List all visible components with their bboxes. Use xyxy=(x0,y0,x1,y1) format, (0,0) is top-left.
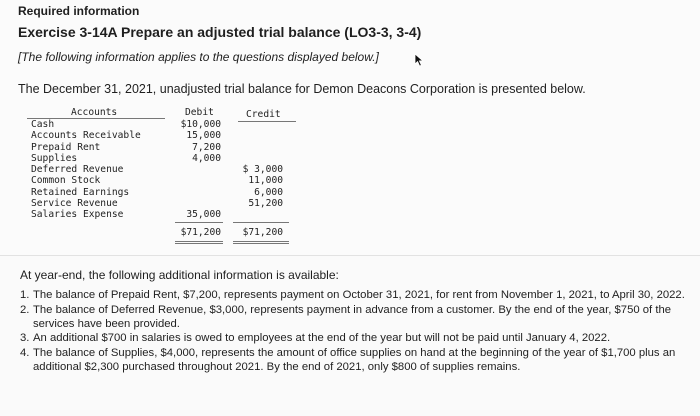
credit-total-double-rule xyxy=(233,241,289,242)
debit-total-double-rule xyxy=(175,243,223,244)
list-number: 4. xyxy=(20,347,30,360)
mouse-pointer-icon xyxy=(414,53,426,67)
additional-info-heading: At year-end, the following additional information is available: xyxy=(20,268,339,282)
debit-value: $10,000 xyxy=(180,119,221,130)
instruction-note: [The following information applies to the questions displayed below.] xyxy=(18,50,379,64)
account-name: Common Stock xyxy=(31,175,101,187)
debit-value xyxy=(173,175,221,186)
credit-value: 51,200 xyxy=(248,198,283,210)
intro-text: The December 31, 2021, unadjusted trial balance for Demon Deacons Corporation is presented below. xyxy=(18,82,586,96)
list-item-text: The balance of Deferred Revenue, $3,000, represents payment in advance from a customer. By the end of the year, $750 of the services have been provided. xyxy=(33,303,672,330)
additional-info-list xyxy=(20,289,690,376)
list-number: 3. xyxy=(20,332,30,345)
account-name: Supplies xyxy=(31,152,78,164)
list-item-text: An additional $700 in salaries is owed to employees at the end of the year but will not be paid until January 4, 2022. xyxy=(33,332,611,345)
credit-header: Credit xyxy=(246,109,281,120)
credit-value xyxy=(231,130,283,141)
account-name: Service Revenue xyxy=(31,198,118,210)
debit-total-double-rule xyxy=(175,241,223,242)
accounts-header: Accounts xyxy=(71,107,118,118)
credit-value xyxy=(231,119,283,130)
total-debit: $71,200 xyxy=(180,227,221,238)
total-credit: $71,200 xyxy=(242,227,283,238)
debit-value: 7,200 xyxy=(192,141,221,153)
accounts-column xyxy=(31,119,141,221)
credit-value: 11,000 xyxy=(248,175,283,187)
credit-value xyxy=(231,153,283,164)
credit-total-double-rule xyxy=(233,243,289,244)
debit-value: 4,000 xyxy=(192,152,221,164)
credit-value: $ 3,000 xyxy=(242,164,283,176)
required-information-label: Required information xyxy=(18,4,140,18)
debit-subtotal-rule xyxy=(175,222,223,223)
debit-value xyxy=(173,164,221,175)
credit-column xyxy=(231,119,283,221)
credit-value xyxy=(231,142,283,153)
debit-column xyxy=(173,119,221,221)
exercise-title: Exercise 3-14A Prepare an adjusted trial balance (LO3-3, 3-4) xyxy=(18,24,422,40)
account-name: Accounts Receivable xyxy=(31,130,141,142)
account-name: Salaries Expense xyxy=(31,209,124,221)
debit-value xyxy=(173,198,221,209)
list-item xyxy=(20,332,690,346)
credit-value xyxy=(231,209,283,220)
list-item-text: The balance of Prepaid Rent, $7,200, represents payment on October 31, 2021, for rent from November 1, 2021, to April 30, 2022. xyxy=(33,289,685,301)
list-number: 1. xyxy=(20,289,30,301)
credit-subtotal-rule xyxy=(233,222,289,223)
account-name: Retained Earnings xyxy=(31,186,130,198)
account-name: Deferred Revenue xyxy=(31,164,124,176)
debit-header: Debit xyxy=(185,107,214,118)
account-name: Cash xyxy=(31,119,55,130)
list-item-text: The balance of Supplies, $4,000, represents the amount of office supplies on hand at the beginning of the year of $1,700 plus an additional $2,300 purchased throughout 2021. By the end of 2021, only $800 of supplies remains. xyxy=(33,347,676,373)
list-item xyxy=(20,347,690,375)
list-item xyxy=(20,289,690,303)
debit-value: 15,000 xyxy=(186,130,221,142)
debit-value xyxy=(173,187,221,198)
debit-value: 35,000 xyxy=(186,209,221,221)
credit-value: 6,000 xyxy=(254,186,283,198)
list-item xyxy=(20,304,690,332)
account-name: Prepaid Rent xyxy=(31,141,101,153)
list-number: 2. xyxy=(20,303,30,316)
